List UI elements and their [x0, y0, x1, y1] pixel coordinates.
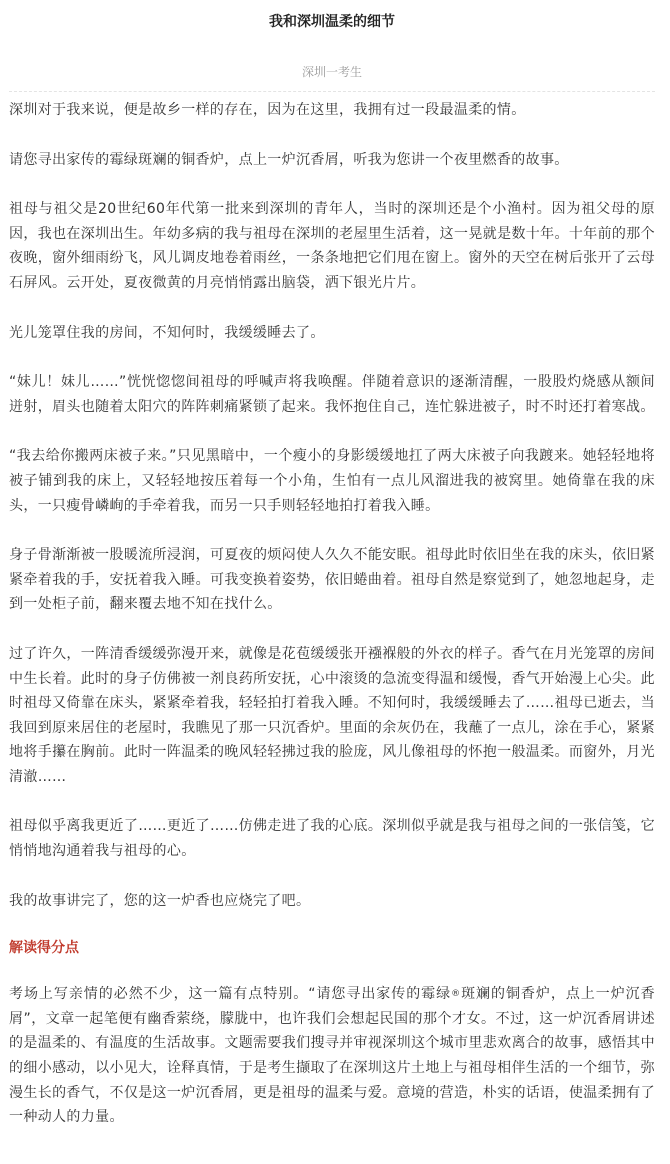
- paragraph-8: 过了许久，一阵清香缓缓弥漫开来，就像是花苞缓缓张开襁褓般的外衣的样子。香气在月光笼罩的房间中生长着。此时的身子仿佛被一剂良药所安抚，心中滚烫的急流变得温和缓慢，香气开始漫上心尖。此时祖母又倚靠在床头，紧紧牵着我，轻轻拍打着我入睡。不知何时，我缓缓睡去了……祖母已逝去，当我回到原来居住的老屋时，我瞧见了那一只沉香炉。里面的余灰仍在，我蘸了一点儿，涂在手心，紧紧地将手攥在胸前。此时一阵温柔的晚风轻轻拂过我的脸庞，风儿像祖母的怀抱一般温柔。而窗外，月光清澈……: [9, 645, 655, 785]
- paragraph-4: 光儿笼罩住我的房间，不知何时，我缓缓睡去了。: [9, 324, 325, 341]
- paragraph-2: 请您寻出家传的霉绿斑斓的铜香炉，点上一炉沉香屑，听我为您讲一个夜里燃香的故事。: [9, 151, 569, 168]
- commentary-paragraph: [9, 982, 655, 1130]
- divider: [9, 91, 655, 92]
- paragraph-5: “妹儿！妹儿……”恍恍惚惚间祖母的呼喊声将我唤醒。伴随着意识的逐渐清醒，一股股灼烧感从额间迸射，眉头也随着太阳穴的阵阵刺痛紧锁了起来。我怀抱住自己，连忙躲进被子，时不时还打着寒战。: [9, 374, 655, 415]
- registered-mark: ®: [451, 989, 461, 1000]
- paragraph-6: “我去给你搬两床被子来。”只见黑暗中，一个瘦小的身影缓缓地扛了两大床被子向我踱来。她轻轻地将被子铺到我的床上，又轻轻地按压着每一个小角，生怕有一点儿风溜进我的被窝里。她倚靠在我的床头，一只瘦骨嶙峋的手牵着我，而另一只手则轻轻地拍打着我入睡。: [9, 448, 655, 514]
- paragraph-9: 祖母似乎离我更近了……更近了……仿佛走进了我的心底。深圳似乎就是我与祖母之间的一张信笺，它悄悄地沟通着我与祖母的心。: [9, 818, 655, 860]
- commentary-heading: 解读得分点: [9, 940, 79, 957]
- article-body: [9, 98, 655, 913]
- paragraph-10: 我的故事讲完了，您的这一炉香也应烧完了吧。: [9, 892, 311, 909]
- commentary-text-part-1: 考场上写亲情的必然不少，这一篇有点特别。“请您寻出家传的霉绿: [9, 986, 452, 1003]
- article-author: 深圳一考生: [301, 65, 362, 79]
- paragraph-1: 深圳对于我来说，便是故乡一样的存在，因为在这里，我拥有过一段最温柔的情。: [9, 102, 526, 118]
- paragraph-3: 祖母与祖父是20世纪60年代第一批来到深圳的青年人，当时的深圳还是个小渔村。因为祖父母的原因，我也在深圳出生。年幼多病的我与祖母在深圳的老屋里生活着，这一晃就是数十年。十年前的那个夜晚，窗外细雨纷飞，风儿调皮地卷着雨丝，一条条地把它们甩在窗上。窗外的天空在树后张开了云母石屏风。云开处，夏夜微黄的月亮悄悄露出脑袋，洒下银光片片。: [9, 201, 655, 291]
- commentary-text-part-2: 斑斓的铜香炉，点上一炉沉香屑”，文章一起笔便有幽香萦绕，朦胧中，也许我们会想起民国的那个才女。不过，这一炉沉香屑讲述的是温柔的、有温度的生活故事。文题需要我们搜寻并审视深圳这个城市里悲欢离合的故事，感悟其中的细小感动，以小见大，诠释真情，于是考生撷取了在深圳这片土地上与祖母相伴生活的一个细节，弥漫生长的香气，不仅是这一炉沉香屑，更是祖母的温柔与爱。意境的营造，朴实的话语，使温柔拥有了一种动人的力量。: [9, 986, 655, 1126]
- paragraph-7: 身子骨渐渐被一股暖流所浸润，可夏夜的烦闷使人久久不能安眠。祖母此时依旧坐在我的床头，依旧紧紧牵着我的手，安抚着我入睡。可我变换着姿势，依旧蜷曲着。祖母自然是察觉到了，她忽地起身，走到一处柜子前，翻来覆去地不知在找什么。: [9, 547, 655, 613]
- article-title: 我和深圳温柔的细节: [269, 14, 395, 30]
